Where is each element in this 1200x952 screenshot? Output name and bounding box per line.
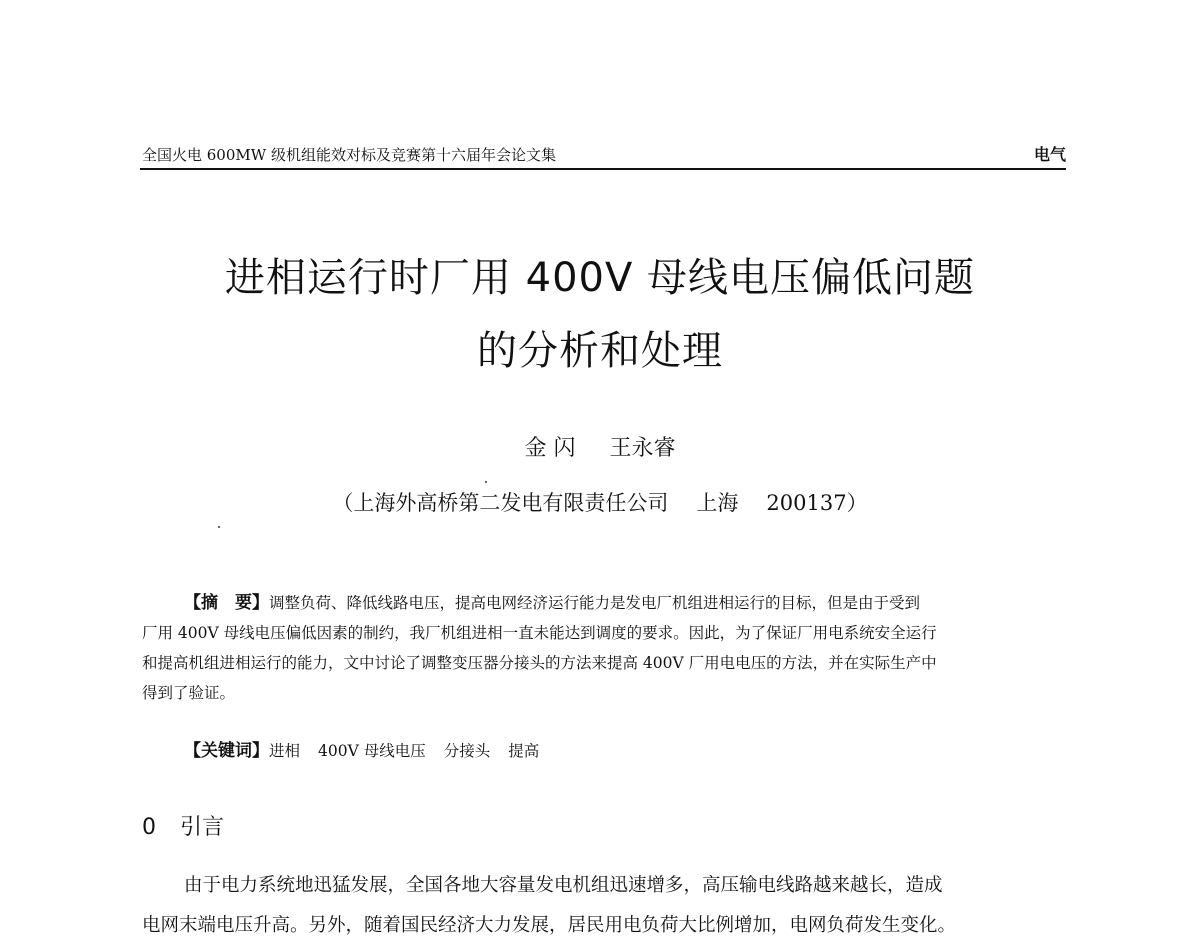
author-name: 王永睿 <box>609 436 676 461</box>
affiliation-city: 上海 <box>696 491 739 515</box>
conference-name: 全国火电 600MW 级机组能效对标及竞赛第十六届年会论文集 <box>142 146 556 164</box>
section-title: 引言 <box>180 815 225 840</box>
affiliation-postcode: 200137） <box>766 491 868 515</box>
body-paragraph <box>142 866 1064 946</box>
affiliation-org: （上海外高桥第二发电有限责任公司 <box>332 491 669 515</box>
keywords-label: 【关键词】 <box>184 741 269 761</box>
keyword: 分接头 <box>443 742 491 760</box>
body-line: 电网末端电压升高。另外，随着国民经济大力发展，居民用电负荷大比例增加，电网负荷发生变化。 <box>142 915 957 936</box>
section-tag: 电气 <box>1033 145 1066 164</box>
running-header <box>140 144 1066 170</box>
paper-title-line-1: 进相运行时厂用 400V 母线电压偏低问题 <box>224 255 976 301</box>
abstract-line: 和提高机组进相运行的能力，文中讨论了调整变压器分接头的方法来提高 400V 厂用电电压的方法，并在实际生产中 <box>142 654 937 672</box>
scan-speck <box>218 526 220 528</box>
section-number: 0 <box>142 815 156 840</box>
paper-title-line-2: 的分析和处理 <box>477 328 723 374</box>
keyword: 进相 <box>269 742 301 760</box>
keyword: 400V 母线电压 <box>318 742 426 760</box>
abstract <box>142 588 1064 708</box>
author-name: 金 闪 <box>524 436 576 461</box>
section-heading <box>142 812 224 844</box>
keyword: 提高 <box>508 742 540 760</box>
author-list <box>100 434 1100 464</box>
keywords <box>142 736 1064 766</box>
abstract-line: 厂用 400V 母线电压偏低因素的制约，我厂机组进相一直未能达到调度的要求。因此，为了保证厂用电系统安全运行 <box>142 624 937 642</box>
scan-speck <box>485 481 487 483</box>
abstract-label: 【摘 要】 <box>184 593 269 613</box>
affiliation <box>100 488 1100 518</box>
abstract-line: 调整负荷、降低线路电压，提高电网经济运行能力是发电厂机组进相运行的目标，但是由于受到 <box>269 594 921 612</box>
abstract-line: 得到了验证。 <box>142 684 236 702</box>
body-line: 由于电力系统地迅猛发展，全国各地大容量发电机组迅速增多，高压输电线路越来越长，造成 <box>184 875 943 896</box>
